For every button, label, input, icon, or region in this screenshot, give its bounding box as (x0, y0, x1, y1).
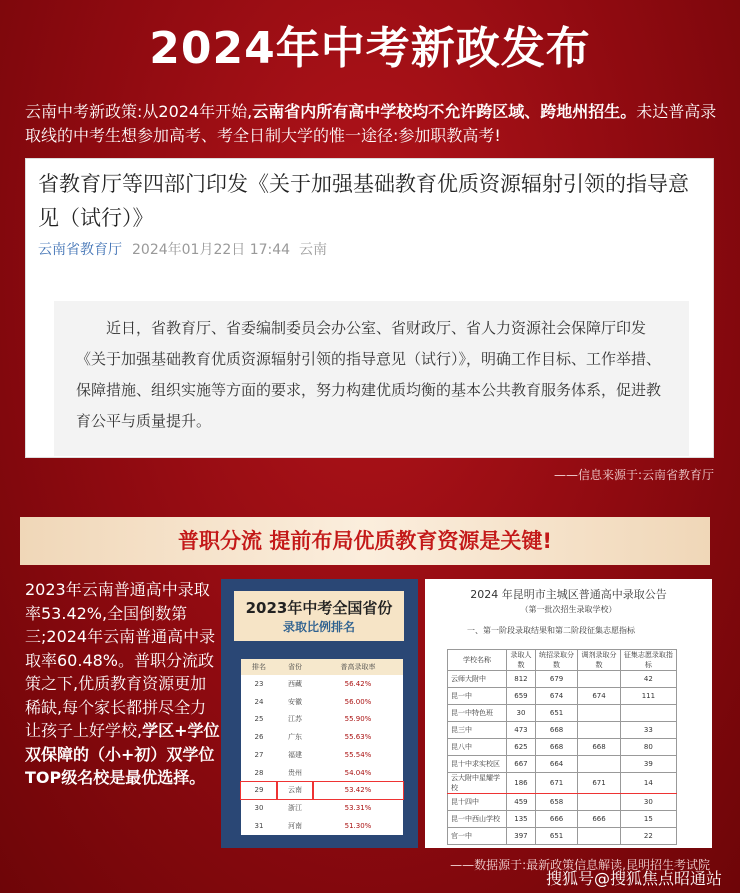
table-cell: 668 (535, 722, 577, 739)
table-cell: 25 (254, 715, 264, 724)
table-cell (578, 722, 620, 739)
table-cell: 29 (241, 782, 277, 800)
table-cell: 42 (620, 671, 676, 688)
table-cell: 54.04% (344, 768, 372, 777)
section-banner: 普职分流 提前布局优质教育资源是关键! (20, 517, 710, 565)
table-row (241, 746, 403, 764)
table-cell: 666 (578, 811, 620, 828)
table-row (241, 711, 403, 729)
table-row (448, 705, 677, 722)
table-row (448, 722, 677, 739)
table-cell: 186 (507, 773, 536, 794)
admission-table (447, 649, 677, 845)
ranking-title: 2023年中考全国省份 (245, 599, 393, 617)
ranking-subtitle: 录取比例排名 (282, 620, 355, 634)
intro-text (25, 100, 720, 148)
table-cell: 昆十四中 (448, 794, 507, 811)
table-cell: 56.00% (344, 697, 372, 706)
table-cell: 53.42% (313, 782, 403, 800)
table-header: 省份 (277, 659, 313, 675)
table-row (241, 693, 403, 711)
table-cell (578, 671, 620, 688)
table-cell: 23 (254, 679, 264, 688)
table-cell: 昆十中求实校区 (448, 756, 507, 773)
table-cell: 55.54% (344, 750, 372, 759)
intro-post: 未达普高录取线的中考生想参加高考、考全日制大学的惟一途径:参加职教高考! (25, 102, 717, 145)
table-header: 统招录取分数 (535, 650, 577, 671)
table-cell: 26 (254, 733, 264, 742)
table-cell: 674 (535, 688, 577, 705)
notice-title: 2024 年昆明市主城区普通高中录取公告 (470, 588, 667, 601)
table-cell: 33 (620, 722, 676, 739)
table-cell: 473 (507, 722, 536, 739)
table-header: 排名 (241, 659, 277, 675)
table-cell: 贵州 (288, 768, 302, 777)
table-cell: 昆一中 (448, 688, 507, 705)
table-cell (578, 756, 620, 773)
table-row (448, 828, 677, 845)
table-cell: 39 (620, 756, 676, 773)
table-header: 录取人数 (507, 650, 536, 671)
table-cell: 30 (620, 794, 676, 811)
table-cell: 昆八中 (448, 739, 507, 756)
table-row (241, 728, 403, 746)
table-row (448, 739, 677, 756)
table-row (241, 782, 403, 800)
table-cell: 625 (507, 739, 536, 756)
table-row (448, 756, 677, 773)
table-cell: 55.90% (344, 715, 372, 724)
notice-section: 一、第一阶段录取结果和第二阶段征集志愿指标 (467, 626, 635, 635)
table-cell: 812 (507, 671, 536, 688)
table-cell: 671 (535, 773, 577, 794)
left-text (25, 578, 220, 790)
table-cell: 云师大附中 (448, 671, 507, 688)
table-cell: 云大附中星耀学校 (448, 773, 507, 794)
table-cell: 651 (535, 828, 577, 845)
table-cell: 56.42% (344, 679, 372, 688)
table-cell: 135 (507, 811, 536, 828)
left-text-bold: 学区+学位双保障的（小+初）双学位TOP级名校是最优选择。 (25, 721, 220, 787)
article-body: 近日，省教育厅、省委编制委员会办公室、省财政厅、省人力资源社会保障厅印发《关于加强基础教育优质资源辐射引领的指导意见（试行）》，明确工作目标、工作举措、保障措施、组织实施等方面的要求，努力构建优质均衡的基本公共教育服务体系，促进教育公平与质量提升。 (54, 301, 689, 456)
source-note: ——信息来源于:云南省教育厅 (553, 468, 714, 482)
page-title: 2024年中考新政发布 (149, 23, 591, 74)
table-cell: 459 (507, 794, 536, 811)
table-cell: 80 (620, 739, 676, 756)
table-cell: 22 (620, 828, 676, 845)
intro-bold: 云南省内所有高中学校均不允许跨区域、跨地州招生。 (252, 102, 637, 121)
table-cell: 31 (254, 822, 264, 831)
kunming-notice-image (425, 579, 712, 848)
notice-subtitle: （第一批次招生录取学校） (520, 605, 617, 614)
table-cell: 664 (535, 756, 577, 773)
article-location: 云南 (298, 242, 327, 258)
table-header: 调剂录取分数 (578, 650, 620, 671)
intro-pre: 云南中考新政策:从2024年开始, (25, 102, 253, 121)
table-cell: 53.31% (344, 804, 372, 813)
ranking-image (221, 579, 418, 848)
table-cell: 安徽 (288, 697, 302, 706)
table-cell: 667 (507, 756, 536, 773)
table-cell: 昆三中 (448, 722, 507, 739)
table-cell: 30 (254, 804, 264, 813)
table-cell (620, 705, 676, 722)
table-cell: 27 (254, 750, 264, 759)
ranking-table (241, 659, 403, 835)
article-source[interactable]: 云南省教育厅 (38, 242, 122, 258)
ranking-title-tag (234, 591, 404, 641)
table-cell: 28 (254, 768, 264, 777)
table-row (241, 817, 403, 835)
table-cell (578, 828, 620, 845)
table-cell: 西藏 (288, 679, 302, 688)
table-header: 普高录取率 (313, 659, 403, 675)
article-datetime: 2024年01月22日 17:44 (132, 242, 291, 258)
table-row (241, 764, 403, 782)
left-text-plain: 2023年云南普通高中录取率53.42%,全国倒数第三;2024年云南普通高中录取率60.48%。普职分流政策之下,优质教育资源更加稀缺,每个家长都拼尽全力让孩子上好学校, (25, 580, 216, 740)
table-cell: 668 (578, 739, 620, 756)
table-cell: 679 (535, 671, 577, 688)
table-row (448, 671, 677, 688)
table-cell: 658 (535, 794, 577, 811)
table-cell: 昆一中特色班 (448, 705, 507, 722)
table-cell: 河南 (288, 822, 302, 831)
table-cell: 55.63% (344, 733, 372, 742)
table-row (241, 799, 403, 817)
article-card (25, 158, 714, 458)
table-row (448, 811, 677, 828)
table-cell: 广东 (288, 733, 302, 742)
table-header: 征集志愿录取指标 (620, 650, 676, 671)
table-cell: 397 (507, 828, 536, 845)
table-cell: 671 (578, 773, 620, 794)
table-header: 学校名称 (448, 650, 507, 671)
table-cell: 659 (507, 688, 536, 705)
table-cell: 昆一中西山学校 (448, 811, 507, 828)
table-cell: 云南 (277, 782, 313, 800)
table-row (448, 773, 677, 794)
table-cell: 江苏 (288, 715, 302, 724)
table-cell: 福建 (288, 750, 302, 759)
article-meta (38, 239, 327, 259)
table-cell (578, 794, 620, 811)
table-cell: 651 (535, 705, 577, 722)
table-cell: 674 (578, 688, 620, 705)
table-row (241, 675, 403, 693)
table-cell: 51.30% (344, 822, 372, 831)
watermark: 搜狐号@搜狐焦点昭通站 (545, 869, 722, 888)
table-cell: 668 (535, 739, 577, 756)
table-cell: 30 (507, 705, 536, 722)
table-cell: 14 (620, 773, 676, 794)
table-cell: 浙江 (288, 804, 302, 813)
table-cell: 111 (620, 688, 676, 705)
table-cell: 15 (620, 811, 676, 828)
table-cell: 666 (535, 811, 577, 828)
table-cell (578, 705, 620, 722)
data-source-note: ——数据源于:最新政策信息解读,昆明招生考试院 (450, 858, 710, 872)
table-row (448, 794, 677, 811)
table-row (448, 688, 677, 705)
table-cell: 官一中 (448, 828, 507, 845)
table-cell: 24 (254, 697, 264, 706)
article-headline: 省教育厅等四部门印发《关于加强基础教育优质资源辐射引领的指导意见（试行）》 (38, 172, 689, 230)
